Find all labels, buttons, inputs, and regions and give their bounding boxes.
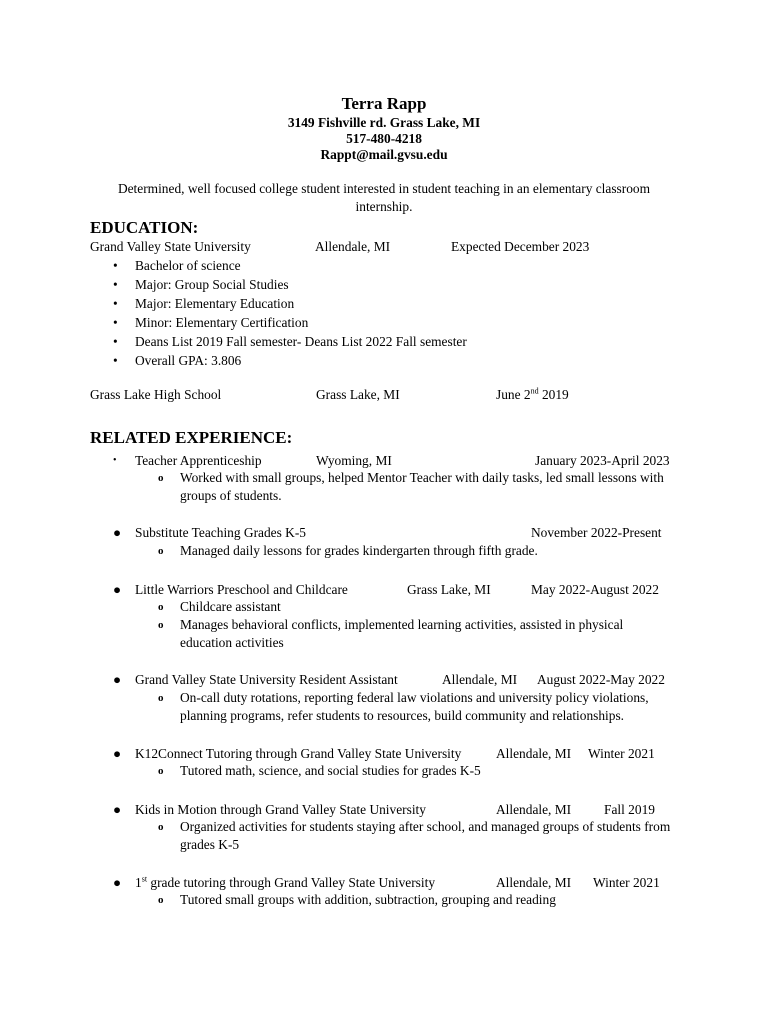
experience-location: Allendale, MI <box>442 672 518 687</box>
experience-date: Fall 2019 <box>604 802 655 817</box>
experience-detail: o Managed daily lessons for grades kindergarten through fifth grade. <box>158 543 538 558</box>
experience-location: Allendale, MI <box>496 802 572 817</box>
experience-date: May 2022-August 2022 <box>531 582 659 597</box>
experience-date: August 2022-May 2022 <box>537 672 665 687</box>
school-location: Grass Lake, MI <box>316 387 400 402</box>
resume-page: Terra Rapp 3149 Fishville rd. Grass Lake, MI 517-480-4218 Rappt@mail.gvsu.edu Determined, well focused college student interested in student teaching in an elementary classroom internship. EDUCATION: Grand Valley State University Allendale, MI Expected December 2023 • Bachelor of science • Major: Group Social Studies • Major: Elementary Education • Minor: Elementary Certification • Deans List 2019 Fall semester- Deans List 2022 Fall semester • Overall GPA: 3.806 Grass Lake High School Grass Lake, MI June 2nd 2019 RELATED EXPERIENCE: • Teacher Apprenticeship Wyoming, MI January 2023-April 2023 o Worked with small groups, helped Mentor Teacher with daily tasks, led small lessons with groups of students. ● Substitute Teaching Grades K-5 November 2022-Present o Managed daily lessons for grades kindergarten through fifth grade. ● Little Warriors Preschool and Childcare Grass Lake, MI May 2022-August 2022 o Childcare assistant o Manages behavioral conflicts, implemented learning activities, assisted in physical education activities ● Grand Valley State University Resident Assistant Allendale, MI August 2022-May 2022 o On-call duty rotations, reporting federal law violations and university policy violations, planning programs, refer students to resources, build community and relationships. ● K12Connect Tutoring through Grand Valley State University Allendale, MI Winter 2021 o Tutored math, science, and social studies for grades K-5 ● Kids in Motion through Grand Valley State University Allendale, MI Fall 2019 o Organized activities for students staying after school, and managed groups of students from grades K-5 ● 1st grade tutoring through Grand Valley State University Allendale, MI Winter 2021 o Tutored small groups with addition, subtraction, grouping and reading <box>0 0 768 1024</box>
experience-location: Allendale, MI <box>496 875 572 890</box>
experience-date: Winter 2021 <box>588 746 655 761</box>
school-location: Allendale, MI <box>315 239 391 254</box>
experience-location: Grass Lake, MI <box>407 582 491 597</box>
experience-detail: o Manages behavioral conflicts, implemented learning activities, assisted in physical education activities <box>158 617 624 650</box>
experience-date: November 2022-Present <box>531 525 662 540</box>
school-date: June 2nd 2019 <box>496 386 569 402</box>
experience-title: Little Warriors Preschool and Childcare <box>135 582 348 597</box>
education-heading: EDUCATION: <box>90 218 199 237</box>
experience-title: Kids in Motion through Grand Valley State University <box>135 802 426 817</box>
experience-detail: o Tutored small groups with addition, subtraction, grouping and reading <box>158 892 556 907</box>
experience-heading: RELATED EXPERIENCE: <box>90 428 293 447</box>
school-date: Expected December 2023 <box>451 239 590 254</box>
address: 3149 Fishville rd. Grass Lake, MI <box>287 115 481 130</box>
experience-title: Substitute Teaching Grades K-5 <box>135 525 306 540</box>
experience-title: K12Connect Tutoring through Grand Valley State University <box>135 746 462 761</box>
candidate-name: Terra Rapp <box>341 94 427 113</box>
objective-statement: Determined, well focused college student interested in student teaching in an elementary classroom internship. <box>117 181 651 214</box>
experience-title: 1st grade tutoring through Grand Valley State University <box>135 874 436 890</box>
experience-detail: o Tutored math, science, and social studies for grades K-5 <box>158 763 481 778</box>
experience-title: Grand Valley State University Resident Assistant <box>135 672 398 687</box>
school-name: Grand Valley State University <box>90 239 251 254</box>
experience-location: Wyoming, MI <box>316 453 392 468</box>
phone-number: 517-480-4218 <box>346 131 422 146</box>
email-address: Rappt@mail.gvsu.edu <box>320 147 448 162</box>
experience-location: Allendale, MI <box>496 746 572 761</box>
school-name: Grass Lake High School <box>90 387 222 402</box>
experience-detail: o Childcare assistant <box>158 599 281 614</box>
experience-detail: o Organized activities for students staying after school, and managed groups of students from grades K-5 <box>158 819 671 852</box>
experience-detail: o Worked with small groups, helped Mentor Teacher with daily tasks, led small lessons with groups of students. <box>158 470 664 503</box>
experience-date: January 2023-April 2023 <box>535 453 670 468</box>
experience-title: Teacher Apprenticeship <box>135 453 262 468</box>
experience-detail: o On-call duty rotations, reporting federal law violations and university policy violations, planning programs, refer students to resources, build community and relationships. <box>158 690 649 723</box>
experience-date: Winter 2021 <box>593 875 660 890</box>
